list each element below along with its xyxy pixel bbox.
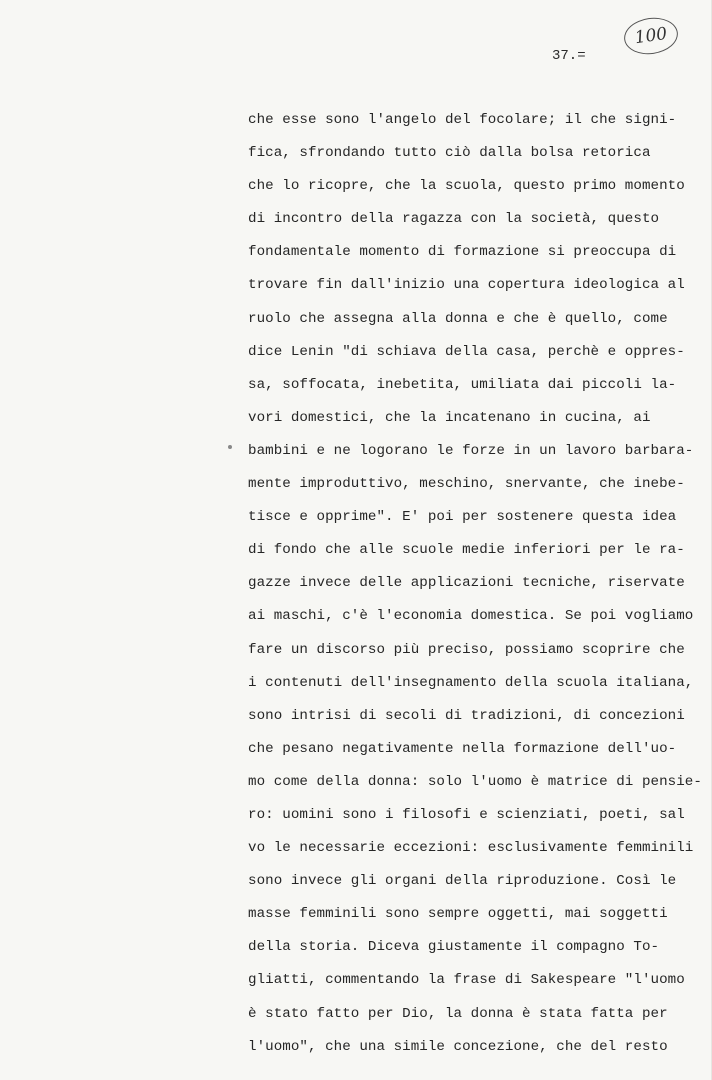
text-line: masse femminili sono sempre oggetti, mai soggetti [248, 906, 668, 923]
text-line: mente improduttivo, meschino, snervante, che inebe- [248, 476, 685, 493]
text-line: che esse sono l'angelo del focolare; il che signi- [248, 112, 677, 128]
text-line: ro: uomini sono i filosofi e scienziati, poeti, sal [248, 806, 685, 823]
text-line: trovare fin dall'inizio una copertura ideologica al [248, 277, 685, 294]
text-line: ai maschi, c'è l'economia domestica. Se poi vogliamo [248, 608, 694, 625]
text-line: di fondo che alle scuole medie inferiori per le ra- [248, 542, 685, 559]
page-number: 37.= [552, 48, 586, 64]
margin-mark [228, 445, 232, 449]
text-line: della storia. Diceva giustamente il compagno To- [248, 939, 660, 956]
text-line: sono invece gli organi della riproduzione. Così le [248, 873, 677, 890]
text-line: dice Lenin "di schiava della casa, perchè e oppres- [248, 343, 685, 360]
text-line: fare un discorso più preciso, possiamo scoprire che [248, 641, 685, 658]
text-line: gliatti, commentando la frase di Sakespeare "l'uomo [248, 972, 685, 989]
text-line: che lo ricopre, che la scuola, questo primo momento [248, 178, 685, 195]
text-line: bambini e ne logorano le forze in un lavoro barbara- [248, 442, 694, 459]
text-line: mo come della donna: solo l'uomo è matrice di pensie- [248, 773, 702, 790]
text-line: fondamentale momento di formazione si preoccupa di [248, 244, 677, 261]
body-text [248, 104, 708, 1064]
text-line: vo le necessarie eccezioni: esclusivamente femminili [248, 840, 694, 857]
text-line: che pesano negativamente nella formazione dell'uo- [248, 740, 677, 757]
text-line: l'uomo", che una simile concezione, che del resto [248, 1038, 668, 1055]
text-line: tisce e opprime". E' poi per sostenere questa idea [248, 509, 677, 526]
text-line: è stato fatto per Dio, la donna è stata fatta per [248, 1005, 668, 1022]
text-line: i contenuti dell'insegnamento della scuola italiana, [248, 674, 694, 691]
text-line: sa, soffocata, inebetita, umiliata dai piccoli la- [248, 376, 677, 393]
text-line: fica, sfrondando tutto ciò dalla bolsa retorica [248, 145, 651, 162]
text-line: di incontro della ragazza con la società, questo [248, 211, 660, 228]
page-stamp: 100 [622, 14, 680, 57]
text-line: gazze invece delle applicazioni tecniche, riservate [248, 575, 685, 592]
text-line: sono intrisi di secoli di tradizioni, di concezioni [248, 707, 685, 724]
text-line: ruolo che assegna alla donna e che è quello, come [248, 310, 668, 327]
text-line: vori domestici, che la incatenano in cucina, ai [248, 409, 651, 426]
